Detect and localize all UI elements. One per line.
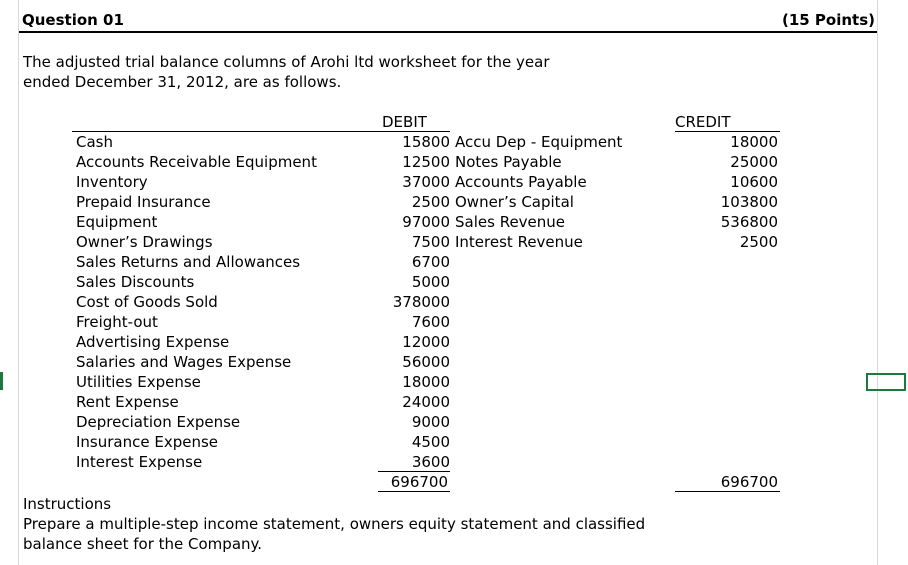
debit-amount: 97000: [402, 213, 450, 231]
credit-row: [0, 152, 790, 172]
debit-amount: 378000: [392, 293, 450, 311]
credit-account: Sales Revenue: [455, 213, 566, 231]
credit-amount: 103800: [720, 193, 778, 211]
credit-amount: 25000: [730, 153, 778, 171]
debit-row: [0, 372, 460, 392]
debit-account: Rent Expense: [76, 393, 179, 411]
credit-row: [0, 132, 790, 152]
credit-amount: 18000: [730, 133, 778, 151]
credit-account: Accu Dep - Equipment: [455, 133, 623, 151]
intro-text: [23, 52, 550, 92]
debit-account: Cost of Goods Sold: [76, 293, 218, 311]
debit-account: Sales Discounts: [76, 273, 195, 291]
credit-row: [0, 232, 790, 252]
intro-line-1: The adjusted trial balance columns of Arohi ltd worksheet for the year: [23, 53, 550, 71]
debit-row: [0, 252, 460, 272]
debit-amount: 37000: [402, 173, 450, 191]
debit-row: [0, 352, 460, 372]
debit-row: [0, 332, 460, 352]
credit-account: Notes Payable: [455, 153, 562, 171]
debit-account: Insurance Expense: [76, 433, 219, 451]
debit-account: Inventory: [76, 173, 148, 191]
debit-amount: 56000: [402, 353, 450, 371]
debit-row: [0, 272, 460, 292]
debit-amount: 2500: [411, 193, 450, 211]
instructions-line-2: balance sheet for the Company.: [23, 535, 263, 553]
selected-cell[interactable]: [866, 373, 906, 391]
credit-header: CREDIT: [675, 113, 731, 131]
debit-account: Prepaid Insurance: [76, 193, 211, 211]
debit-amount: 4500: [411, 433, 450, 451]
debit-header: DEBIT: [382, 113, 427, 131]
debit-account: Interest Expense: [76, 453, 203, 471]
debit-amount: 7500: [411, 233, 450, 251]
credit-account: Interest Revenue: [455, 233, 583, 251]
debit-row: [0, 432, 460, 452]
debit-row: [0, 452, 460, 472]
credit-row: [0, 172, 790, 192]
credit-total: 696700: [720, 473, 778, 491]
totals-row: [0, 472, 908, 492]
debit-account: Sales Returns and Allowances: [76, 253, 301, 271]
debit-amount: 9000: [411, 413, 450, 431]
debit-row: [0, 312, 460, 332]
debit-account: Utilities Expense: [76, 373, 201, 391]
debit-row: [0, 292, 460, 312]
debit-amount: 12500: [402, 153, 450, 171]
credit-amount: 2500: [739, 233, 778, 251]
instructions-line-1: Prepare a multiple-step income statement, owners equity statement and classified: [23, 515, 646, 533]
debit-amount: 18000: [402, 373, 450, 391]
row-selection-marker: [0, 372, 3, 390]
credit-account: Owner’s Capital: [455, 193, 574, 211]
debit-account: Cash: [76, 133, 113, 151]
debit-account: Depreciation Expense: [76, 413, 241, 431]
debit-total: 696700: [390, 473, 448, 491]
credit-row: [0, 212, 790, 232]
debit-amount: 7600: [411, 313, 450, 331]
question-title: Question 01: [22, 11, 124, 29]
intro-line-2: ended December 31, 2012, are as follows.: [23, 73, 342, 91]
debit-row: [0, 392, 460, 412]
instructions: [23, 494, 645, 554]
credit-account: Accounts Payable: [455, 173, 587, 191]
debit-account: Freight-out: [76, 313, 158, 331]
debit-row: [0, 412, 460, 432]
debit-amount: 24000: [402, 393, 450, 411]
credit-amount: 10600: [730, 173, 778, 191]
debit-account: Owner’s Drawings: [76, 233, 213, 251]
debit-account: Salaries and Wages Expense: [76, 353, 292, 371]
debit-account: Equipment: [76, 213, 158, 231]
credit-row: [0, 192, 790, 212]
debit-account: Accounts Receivable Equipment: [76, 153, 317, 171]
debit-amount: 5000: [411, 273, 450, 291]
credit-amount: 536800: [720, 213, 778, 231]
debit-amount: 3600: [411, 453, 450, 471]
points-label: (15 Points): [781, 11, 875, 29]
instructions-heading: Instructions: [23, 495, 112, 513]
title-underline: [19, 31, 877, 33]
debit-amount: 6700: [411, 253, 450, 271]
debit-amount: 12000: [402, 333, 450, 351]
debit-amount: 15800: [402, 133, 450, 151]
debit-account: Advertising Expense: [76, 333, 230, 351]
